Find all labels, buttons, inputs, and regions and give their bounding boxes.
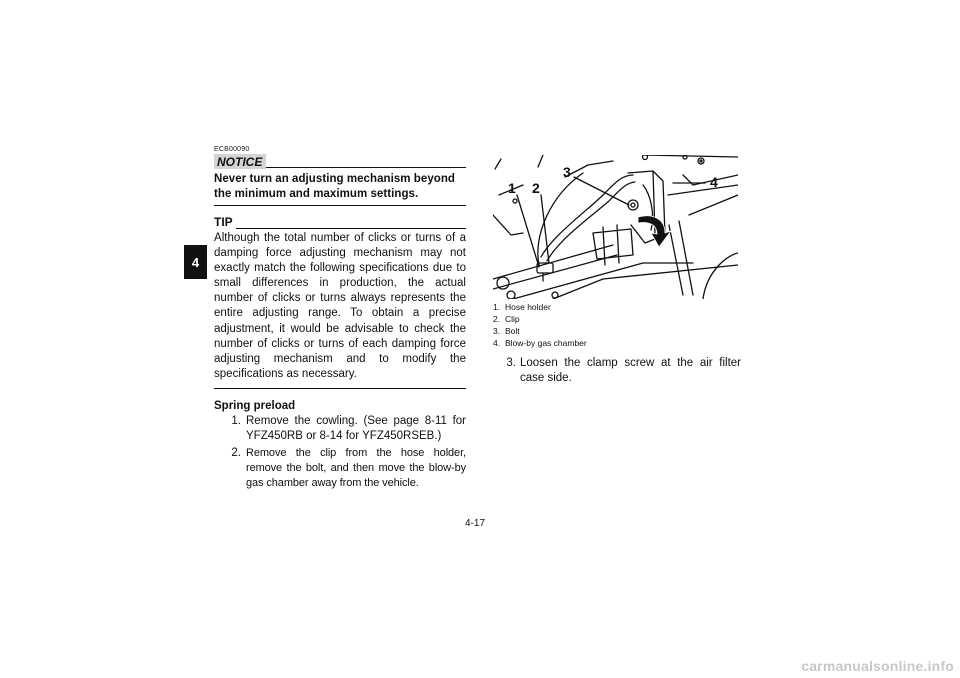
figure-captions bbox=[493, 301, 587, 349]
tip-text: Although the total number of clicks or turns of a damping force adjusting mechanism may not exactly match the following specifications due to small differences in production, the actual number of clicks or turns always represents the entire adjusting range. To obtain a precise adjustment, it would be advisable to check the number of clicks or turns of each damping force adjusting mechanism and to modify the specifications as necessary. bbox=[214, 232, 466, 380]
page-number: 4-17 bbox=[465, 518, 486, 529]
caption-number: 2. bbox=[493, 314, 501, 324]
caption-text: Bolt bbox=[505, 326, 520, 336]
tip-header bbox=[214, 216, 466, 229]
notice-text: Never turn an adjusting mechanism beyond the minimum and maximum settings. bbox=[214, 173, 455, 200]
notice-rule bbox=[266, 155, 466, 168]
notice-bottom-rule bbox=[214, 205, 466, 206]
notice-header bbox=[214, 154, 466, 169]
step-text: Remove the cowling. (See page 8-11 for YFZ450RB or 8-14 for YFZ450RSEB.) bbox=[246, 414, 466, 442]
caption-item bbox=[493, 337, 587, 349]
chapter-tab: 4 bbox=[184, 245, 207, 279]
tip-bottom-rule bbox=[214, 388, 466, 389]
caption-item bbox=[493, 313, 587, 325]
step-item bbox=[214, 446, 466, 491]
callout-label: 1 bbox=[508, 180, 516, 196]
watermark[interactable]: carmanualsonline.info bbox=[801, 658, 954, 674]
figure-illustration bbox=[493, 155, 738, 299]
step-number: 1. bbox=[231, 414, 241, 427]
callout-label: 4 bbox=[710, 174, 718, 190]
caption-item bbox=[493, 301, 587, 313]
step-text: Loosen the clamp screw at the air filter case side. bbox=[520, 357, 741, 384]
step-text: Remove the clip from the hose holder, remove the bolt, and then move the blow-by gas chamber away from the vehicle. bbox=[246, 446, 466, 489]
callout-label: 3 bbox=[563, 164, 571, 180]
engine-line-drawing bbox=[493, 155, 738, 299]
caption-text: Hose holder bbox=[505, 302, 551, 312]
section-title: Spring preload bbox=[214, 399, 296, 412]
callout-label: 2 bbox=[532, 180, 540, 196]
tip-label: TIP bbox=[214, 215, 233, 229]
notice-badge: NOTICE bbox=[214, 154, 266, 169]
step-item bbox=[497, 356, 741, 386]
caption-number: 3. bbox=[493, 326, 501, 336]
notice-code: ECB00090 bbox=[214, 146, 250, 153]
caption-text: Clip bbox=[505, 314, 520, 324]
caption-text: Blow-by gas chamber bbox=[505, 338, 587, 348]
caption-number: 4. bbox=[493, 338, 501, 348]
caption-item bbox=[493, 325, 587, 337]
tip-rule bbox=[236, 219, 466, 229]
step-number: 2. bbox=[231, 446, 241, 459]
caption-number: 1. bbox=[493, 302, 501, 312]
step-item bbox=[214, 414, 466, 444]
left-column bbox=[214, 146, 466, 491]
step-number: 3. bbox=[506, 357, 516, 369]
